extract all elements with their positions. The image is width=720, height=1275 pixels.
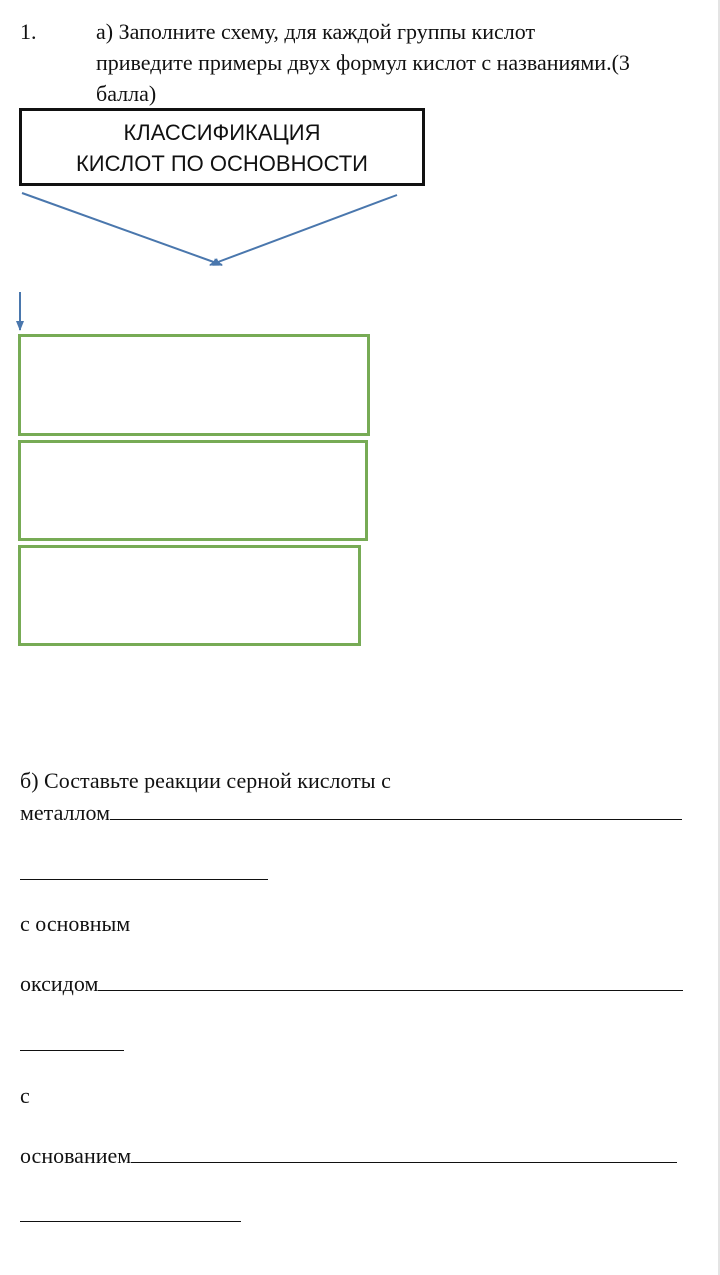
oxide-line <box>20 968 683 999</box>
scheme-arrows <box>0 0 720 340</box>
base-line <box>20 1140 677 1171</box>
answer-box-3[interactable] <box>18 545 361 646</box>
base-answer-continuation[interactable] <box>20 1220 241 1222</box>
base-intro: с <box>20 1083 30 1108</box>
base-label: основанием <box>20 1143 132 1168</box>
arrow-right-diagonal <box>210 195 397 265</box>
metal-label: металлом <box>20 800 110 825</box>
title-line-1: КЛАССИФИКАЦИЯ <box>123 120 321 145</box>
task-number: 1. <box>20 19 37 44</box>
metal-answer-line[interactable] <box>110 797 682 820</box>
instruction-line-1: а) Заполните схему, для каждой группы кислот <box>96 19 536 44</box>
arrow-left-diagonal <box>22 193 222 265</box>
instruction-line-2: приведите примеры двух формул кислот с названиями.(3 <box>96 50 630 75</box>
base-answer-line[interactable] <box>131 1140 677 1163</box>
oxide-answer-line[interactable] <box>98 968 683 991</box>
oxide-answer-continuation[interactable] <box>20 1049 124 1051</box>
answer-box-1[interactable] <box>18 334 370 436</box>
instruction-line-3: балла) <box>96 81 157 106</box>
metal-line <box>20 797 682 828</box>
metal-answer-continuation[interactable] <box>20 878 268 880</box>
answer-box-2[interactable] <box>18 440 368 541</box>
oxide-intro: с основным <box>20 911 131 936</box>
part-b-heading: б) Составьте реакции серной кислоты с <box>20 768 391 793</box>
title-line-2: КИСЛОТ ПО ОСНОВНОСТИ <box>75 151 368 176</box>
oxide-label: оксидом <box>20 971 99 996</box>
